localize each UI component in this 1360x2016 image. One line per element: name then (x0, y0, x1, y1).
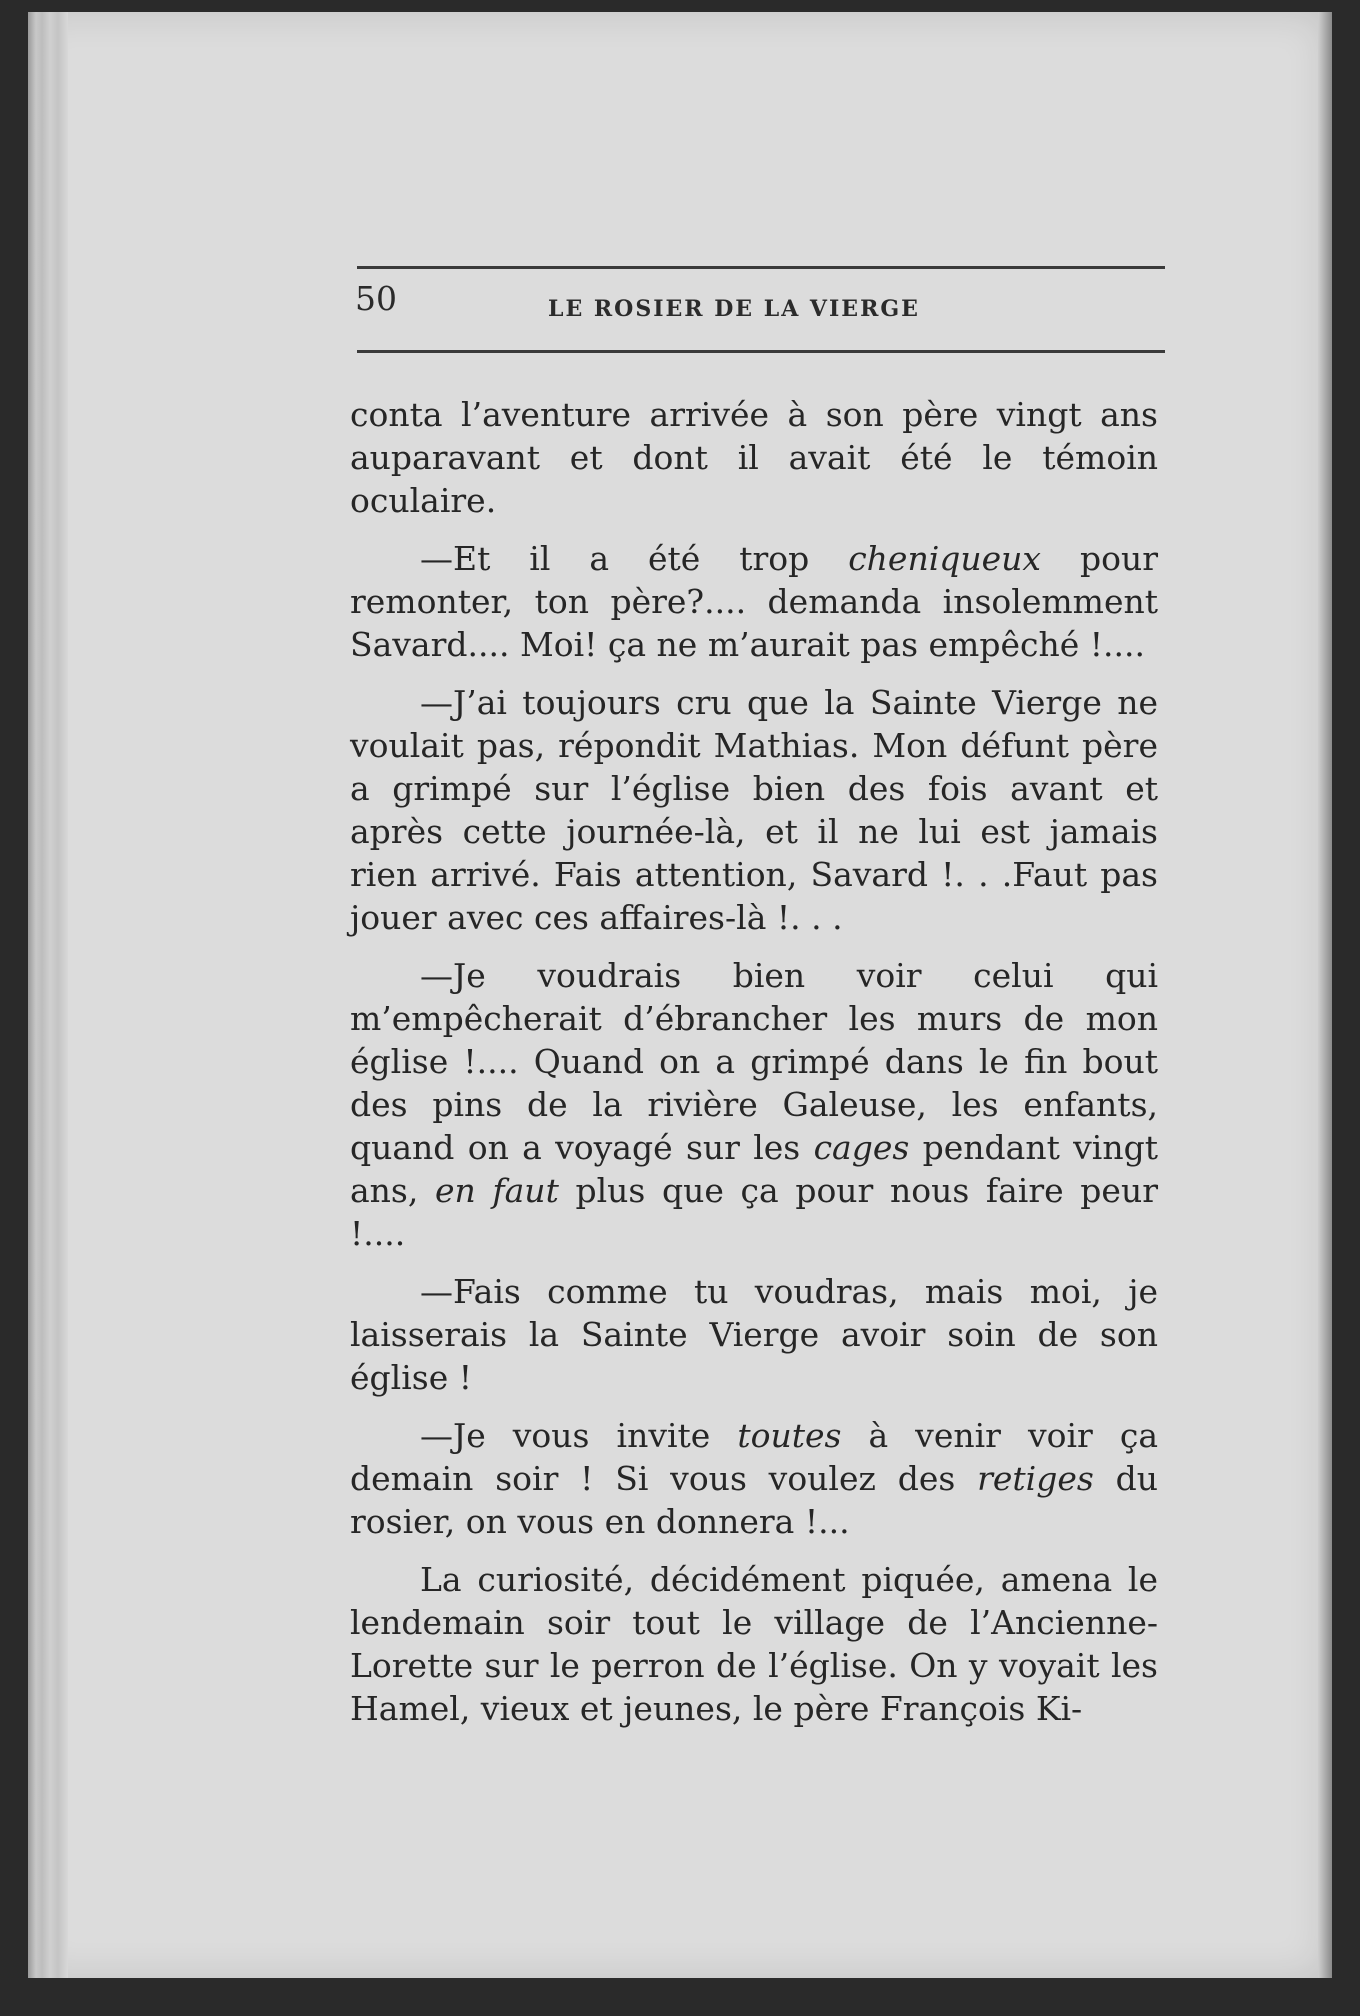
paragraph (350, 681, 1158, 939)
page-right-edge (1318, 12, 1332, 1978)
running-title: LE ROSIER DE LA VIERGE (548, 296, 920, 322)
paragraph (350, 954, 1158, 1255)
paragraph-text: pendant vingt ans, (350, 1128, 1158, 1210)
paragraph-text: —Et il a été trop (420, 539, 849, 578)
paragraph-text: à venir voir ça demain soir ! Si vous voulez des (350, 1416, 1158, 1498)
italic-word: cheniqueux (848, 539, 1042, 578)
page-number: 50 (355, 279, 397, 318)
italic-word: retiges (977, 1459, 1094, 1498)
paragraph (350, 1558, 1158, 1730)
paragraph (350, 393, 1158, 522)
paragraph (350, 537, 1158, 666)
italic-word: cages (813, 1128, 910, 1167)
paragraph-text: —Je voudrais bien voir celui qui m’empêcherait d’ébrancher les murs de mon église !.... Quand on a grimpé dans le fin bout des pins de la rivière Galeuse, les enfants, quand on a voyagé sur les (350, 956, 1158, 1167)
paragraph (350, 1270, 1158, 1399)
body-text (350, 393, 1158, 1745)
paragraph-text: La curiosité, décidément piquée, amena le lendemain soir tout le village de l’Ancienne-Lorette sur le perron de l’église. On y voyait les Hamel, vieux et jeunes, le père François Ki- (350, 1560, 1158, 1728)
page-gutter-edge (28, 12, 68, 1978)
paragraph-text: —Fais comme tu voudras, mais moi, je laisserais la Sainte Vierge avoir soin de son église ! (350, 1272, 1158, 1397)
italic-word: en faut (435, 1171, 559, 1210)
header-rule-top (357, 266, 1165, 269)
paragraph (350, 1414, 1158, 1543)
paragraph-text: —Je vous invite (420, 1416, 738, 1455)
header-rule-bottom (357, 350, 1165, 353)
paragraph-text: pour remonter, ton père?.... demanda insolemment Savard.... Moi! ça ne m’aurait pas empêché !.... (350, 539, 1158, 664)
italic-word: toutes (737, 1416, 842, 1455)
paragraph-text: du rosier, on vous en donnera !... (350, 1459, 1158, 1541)
paragraph-text: plus que ça pour nous faire peur !.... (350, 1171, 1158, 1253)
paragraph-text: —J’ai toujours cru que la Sainte Vierge ne voulait pas, répondit Mathias. Mon défunt père a grimpé sur l’église bien des fois avant et après cette journée-là, et il ne lui est jamais rien arrivé. Fais attention, Savard !. . .Faut pas jouer avec ces affaires-là !. . . (350, 683, 1158, 937)
paragraph-text: conta l’aventure arrivée à son père vingt ans auparavant et dont il avait été le témoin oculaire. (350, 395, 1158, 520)
